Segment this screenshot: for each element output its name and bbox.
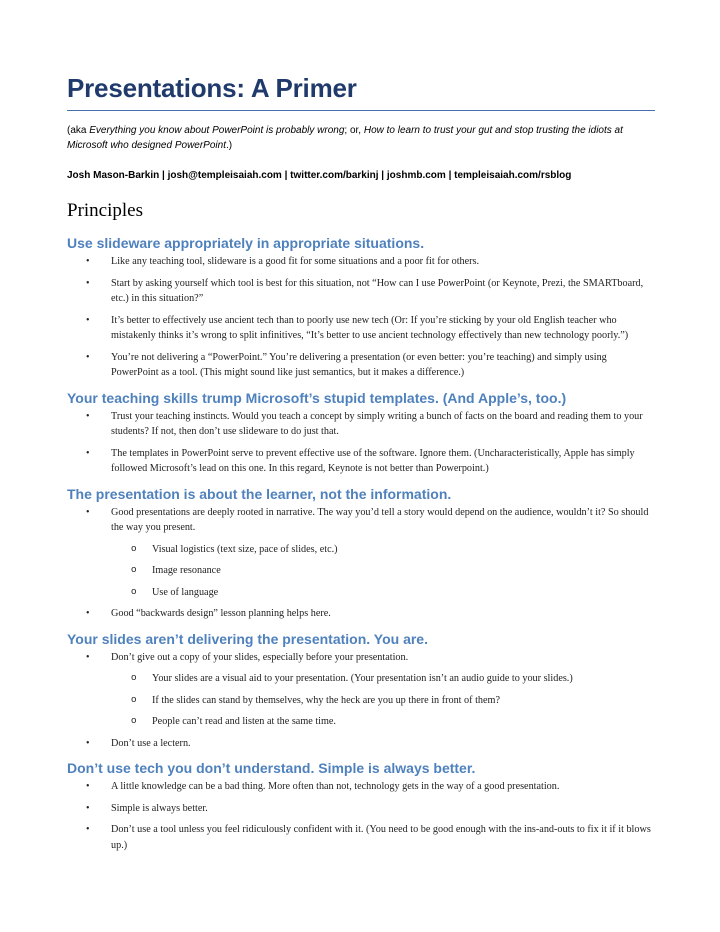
aka-subtitle xyxy=(67,123,655,153)
list-item-text: Simple is always better. xyxy=(111,802,208,814)
section-heading: The presentation is about the learner, not the information. xyxy=(67,485,452,502)
title-rule xyxy=(67,110,655,111)
sub-list xyxy=(111,542,654,601)
document-title: Presentations: A Primer xyxy=(67,73,357,103)
list-item-text: It’s better to effectively use ancient tech than to poorly use new tech (Or: If you’re sticking by your old English teacher who mistakenly thinks it’s wrong to split infinitives, “It’s better to use ancient technology effectively than new technology poorly.”) xyxy=(111,314,629,341)
sub-list-item xyxy=(111,714,654,730)
section xyxy=(67,485,655,622)
sub-list xyxy=(111,671,654,730)
bullet-list xyxy=(67,505,655,622)
document-page xyxy=(67,72,655,859)
section xyxy=(67,759,655,853)
bullet-list xyxy=(67,409,655,477)
bullet-icon: • xyxy=(86,737,90,749)
sub-list-item xyxy=(111,693,654,709)
list-item xyxy=(67,350,654,381)
bullet-icon: • xyxy=(86,314,90,326)
circle-bullet-icon: o xyxy=(131,565,137,575)
bullet-icon: • xyxy=(86,608,90,619)
bullet-icon: • xyxy=(86,824,90,835)
sub-list-item xyxy=(111,585,654,601)
bullet-icon: • xyxy=(86,781,90,792)
list-item xyxy=(67,801,654,817)
bullet-list xyxy=(67,650,655,752)
circle-bullet-icon: o xyxy=(131,586,137,597)
list-item-text: Don’t use a tool unless you feel ridiculously confident with it. (You need to be good enough with the ins-and-outs to fix it if it blows up.) xyxy=(111,824,651,851)
circle-bullet-icon: o xyxy=(131,716,137,726)
list-item-text: Don’t give out a copy of your slides, especially before your presentation. xyxy=(111,651,409,663)
aka-italic-1: Everything you know about PowerPoint is probably wrong xyxy=(89,125,345,136)
section-heading: Use slideware appropriately in appropriate situations. xyxy=(67,235,425,251)
list-item xyxy=(67,650,654,730)
list-item xyxy=(67,446,654,477)
aka-italic-2: How to learn to trust your gut and stop trusting the idiots at Microsoft who designed PowerPoint xyxy=(67,125,623,151)
list-item xyxy=(67,736,654,752)
list-item xyxy=(67,505,654,601)
circle-bullet-icon: o xyxy=(131,543,137,554)
author-byline: Josh Mason-Barkin | josh@templeisaiah.com | twitter.com/barkinj | joshmb.com | templeisaiah.com/rsblog xyxy=(67,170,572,181)
bullet-list xyxy=(67,254,655,381)
list-item-text: Trust your teaching instincts. Would you teach a concept by simply writing a bunch of facts on the board and reading them to your students? If not, then don’t use slideware to do just that. xyxy=(111,410,643,437)
sub-list-item-text: If the slides can stand by themselves, why the heck are you up there in front of them? xyxy=(152,694,500,706)
aka-prefix: (aka xyxy=(67,125,90,136)
sub-list-item-text: Image resonance xyxy=(152,565,221,576)
list-item-text: A little knowledge can be a bad thing. More often than not, technology gets in the way of a good presentation. xyxy=(111,781,560,792)
sub-list-item xyxy=(111,671,654,687)
section-heading: Your teaching skills trump Microsoft’s stupid templates. (And Apple’s, too.) xyxy=(67,389,567,406)
sub-list-item-text: People can’t read and listen at the same time. xyxy=(152,716,336,727)
section-heading: Your slides aren’t delivering the presentation. You are. xyxy=(67,630,428,647)
list-item xyxy=(67,822,654,853)
sections-container xyxy=(67,234,655,853)
bullet-icon: • xyxy=(86,351,90,363)
bullet-icon: • xyxy=(86,256,90,267)
list-item-text: Like any teaching tool, slideware is a good fit for some situations and a poor fit for others. xyxy=(111,256,480,267)
section xyxy=(67,630,655,752)
aka-suffix: .) xyxy=(225,140,233,151)
list-item xyxy=(67,409,654,440)
bullet-icon: • xyxy=(86,277,90,289)
bullet-icon: • xyxy=(86,506,90,518)
section xyxy=(67,389,655,477)
sub-list-item-text: Use of language xyxy=(152,586,219,598)
list-item-text: You’re not delivering a “PowerPoint.” You’re delivering a presentation (or even better: you’re teaching) and simply using PowerPoint as a tool. (This might sound like just semantics, but it makes a difference.) xyxy=(111,351,607,378)
list-item-text: The templates in PowerPoint serve to prevent effective use of the software. Ignore them. (Uncharacteristically, Apple has simply followed Microsoft’s lead on this one. In this regard, Keynote is not better than Powerpoint.) xyxy=(111,447,635,474)
bullet-icon: • xyxy=(86,410,90,422)
list-item xyxy=(67,254,654,270)
list-item-text: Good “backwards design” lesson planning helps here. xyxy=(111,608,331,619)
list-item-text: Start by asking yourself which tool is best for this situation, not “How can I use PowerPoint (or Keynote, Prezi, the SMARTboard, etc.) in this situation?” xyxy=(111,277,644,304)
bullet-icon: • xyxy=(86,651,90,663)
section-heading: Don’t use tech you don’t understand. Simple is always better. xyxy=(67,760,476,776)
list-item xyxy=(67,606,654,622)
sub-list-item xyxy=(111,542,654,558)
principles-heading: Principles xyxy=(67,200,143,221)
list-item xyxy=(67,779,654,795)
list-item xyxy=(67,276,654,307)
sub-list-item-text: Visual logistics (text size, pace of slides, etc.) xyxy=(152,543,338,555)
section xyxy=(67,234,655,381)
bullet-icon: • xyxy=(86,447,90,459)
sub-list-item-text: Your slides are a visual aid to your presentation. (Your presentation isn’t an audio guide to your slides.) xyxy=(152,673,573,684)
circle-bullet-icon: o xyxy=(131,673,137,683)
list-item xyxy=(67,313,654,344)
circle-bullet-icon: o xyxy=(131,694,137,705)
bullet-list xyxy=(67,779,655,853)
list-item-text: Don’t use a lectern. xyxy=(111,737,191,749)
sub-list-item xyxy=(111,563,654,579)
bullet-icon: • xyxy=(86,802,90,814)
list-item-text: Good presentations are deeply rooted in narrative. The way you’d tell a story would depend on the audience, wouldn’t it? So should the way you present. xyxy=(111,506,649,533)
aka-mid: ; or, xyxy=(344,125,364,136)
